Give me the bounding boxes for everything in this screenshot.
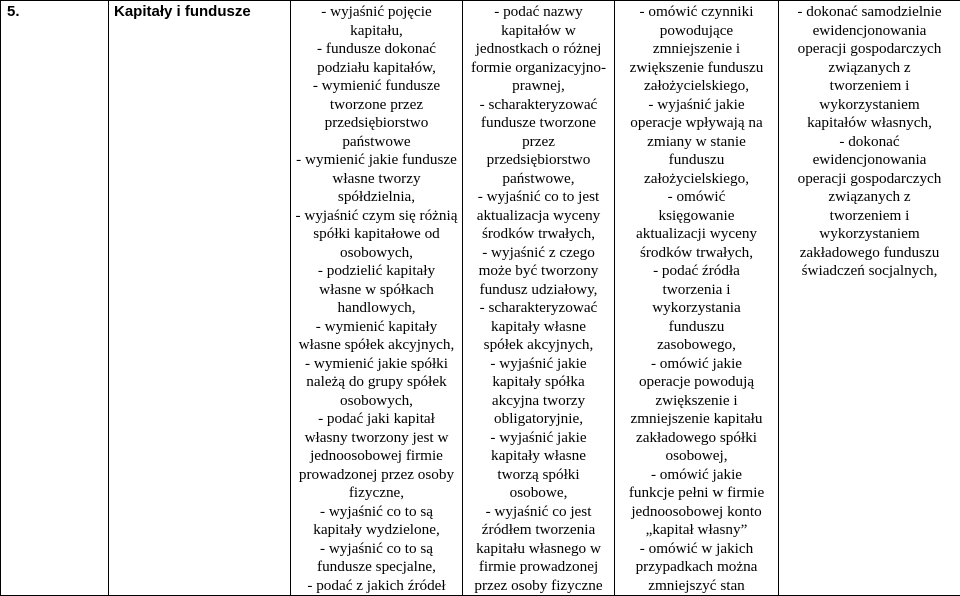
cell-text-line: przedsiębiorstwo — [294, 114, 459, 133]
cell-text-line: - wyjaśnić jakie — [618, 96, 775, 115]
topic-title: Kapitały i fundusze — [114, 3, 251, 20]
column-cell-1 — [291, 1, 463, 596]
cell-text-line: funkcje pełni w firmie — [618, 484, 775, 503]
cell-text-line: operacje wpływają na — [618, 114, 775, 133]
cell-text-line: - wyjaśnić co to jest — [466, 188, 611, 207]
cell-text-line: osobowej, — [618, 447, 775, 466]
cell-text-line: - podzielić kapitały — [294, 262, 459, 281]
cell-text-line: kapitały własne — [466, 447, 611, 466]
cell-text-line: jednostkach o różnej — [466, 40, 611, 59]
cell-text-line: - scharakteryzować — [466, 299, 611, 318]
topic-title-cell — [109, 1, 291, 596]
cell-text-line: osobowe, — [466, 484, 611, 503]
row-number-cell — [1, 1, 109, 596]
cell-text-line: - wyjaśnić czym się różnią — [294, 207, 459, 226]
cell-text-line: osobowych, — [294, 392, 459, 411]
cell-text-line: - wyjaśnić jakie — [466, 355, 611, 374]
cell-text-line: tworzeniem i — [782, 207, 957, 226]
cell-text-line: - scharakteryzować — [466, 96, 611, 115]
cell-text-line: zmniejszyć stan — [618, 577, 775, 596]
cell-text-line: środków trwałych, — [618, 244, 775, 263]
cell-text-line: wykorzystaniem — [782, 225, 957, 244]
cell-text-line: przez osoby fizyczne — [466, 577, 611, 596]
cell-text-line: fundusze specjalne, — [294, 558, 459, 577]
column-cell-3 — [615, 1, 779, 596]
cell-text-line: tworzenia i — [618, 281, 775, 300]
cell-text-line: zasobowego, — [618, 336, 775, 355]
cell-text-line: - omówić jakie — [618, 355, 775, 374]
cell-text-line: zwiększenie funduszu — [618, 59, 775, 78]
cell-text-line: - dokonać — [782, 133, 957, 152]
cell-text-line: akcyjna tworzy — [466, 392, 611, 411]
cell-text-line: - wymienić jakie spółki — [294, 355, 459, 374]
cell-text-line: osobowych, — [294, 244, 459, 263]
cell-text-line: - wyjaśnić z czego — [466, 244, 611, 263]
cell-text-line: firmie prowadzonej — [466, 558, 611, 577]
cell-text-line: - podać nazwy — [466, 3, 611, 22]
cell-text-line: „kapitał własny” — [618, 521, 775, 540]
row-number: 5. — [7, 3, 20, 20]
cell-text-line: przypadkach można — [618, 558, 775, 577]
cell-text-line: - wyjaśnić jakie — [466, 429, 611, 448]
cell-text-line: zakładowego funduszu — [782, 244, 957, 263]
cell-text-line: powodujące — [618, 22, 775, 41]
cell-text-line: obligatoryjnie, — [466, 410, 611, 429]
cell-text-line: - fundusze dokonać — [294, 40, 459, 59]
cell-text-line: - wymienić fundusze — [294, 77, 459, 96]
cell-text-line: operacji gospodarczych — [782, 170, 957, 189]
cell-text-line: - wyjaśnić co to są — [294, 540, 459, 559]
cell-text-line: aktualizacji wyceny — [618, 225, 775, 244]
cell-text-line: księgowanie — [618, 207, 775, 226]
cell-text-line: spółek akcyjnych, — [466, 336, 611, 355]
cell-text-line: operacje powodują — [618, 373, 775, 392]
cell-text-line: - podać jaki kapitał — [294, 410, 459, 429]
cell-text-line: operacji gospodarczych — [782, 40, 957, 59]
column-cell-2 — [463, 1, 615, 596]
cell-text-line: - omówić w jakich — [618, 540, 775, 559]
cell-text-line: ewidencjonowania — [782, 151, 957, 170]
cell-text-line: zwiększenie i — [618, 392, 775, 411]
cell-text-line: może być tworzony — [466, 262, 611, 281]
cell-text-line: funduszu — [618, 151, 775, 170]
cell-text-line: - wyjaśnić co to są — [294, 503, 459, 522]
cell-text-line: - wyjaśnić pojęcie — [294, 3, 459, 22]
cell-text-line: tworzone przez — [294, 96, 459, 115]
cell-text-line: należą do grupy spółek — [294, 373, 459, 392]
cell-text-line: - wyjaśnić co jest — [466, 503, 611, 522]
cell-text-line: własny tworzony jest w — [294, 429, 459, 448]
cell-text-line: środków trwałych, — [466, 225, 611, 244]
cell-text-line: ewidencjonowania — [782, 22, 957, 41]
cell-text-line: kapitały wydzielone, — [294, 521, 459, 540]
cell-text-line: - omówić jakie — [618, 466, 775, 485]
cell-text-line: fundusze tworzone — [466, 114, 611, 133]
cell-text-line: własne w spółkach — [294, 281, 459, 300]
cell-text-line: wykorzystaniem — [782, 96, 957, 115]
cell-text-line: założycielskiego, — [618, 170, 775, 189]
cell-text-line: aktualizacja wyceny — [466, 207, 611, 226]
cell-text-line: kapitału, — [294, 22, 459, 41]
cell-text-line: zmiany w stanie — [618, 133, 775, 152]
cell-text-line: kapitałów własnych, — [782, 114, 957, 133]
cell-text-line: związanych z — [782, 59, 957, 78]
cell-text-line: państwowe — [294, 133, 459, 152]
cell-text-line: spółdzielnia, — [294, 188, 459, 207]
cell-text-line: związanych z — [782, 188, 957, 207]
cell-text-line: fundusz udziałowy, — [466, 281, 611, 300]
cell-text-line: - omówić czynniki — [618, 3, 775, 22]
cell-text-line: własne tworzy — [294, 170, 459, 189]
cell-text-line: tworzą spółki — [466, 466, 611, 485]
cell-text-line: prowadzonej przez osoby — [294, 466, 459, 485]
cell-text-line: jednoosobowej firmie — [294, 447, 459, 466]
cell-text-line: formie organizacyjno- — [466, 59, 611, 78]
cell-text-line: wykorzystania — [618, 299, 775, 318]
cell-text-line: kapitały spółka — [466, 373, 611, 392]
cell-text-line: - podać źródła — [618, 262, 775, 281]
column-cell-4 — [779, 1, 960, 596]
cell-text-line: fizyczne, — [294, 484, 459, 503]
table-row — [1, 1, 960, 596]
cell-text-line: kapitału własnego w — [466, 540, 611, 559]
cell-text-line: prawnej, — [466, 77, 611, 96]
cell-text-line: - dokonać samodzielnie — [782, 3, 957, 22]
cell-text-line: podziału kapitałów, — [294, 59, 459, 78]
cell-text-line: tworzeniem i — [782, 77, 957, 96]
cell-text-line: zmniejszenie i — [618, 40, 775, 59]
cell-text-line: kapitałów w — [466, 22, 611, 41]
cell-text-line: zakładowego spółki — [618, 429, 775, 448]
cell-text-line: źródłem tworzenia — [466, 521, 611, 540]
cell-text-line: świadczeń socjalnych, — [782, 262, 957, 281]
cell-text-line: kapitały własne — [466, 318, 611, 337]
cell-text-line: spółki kapitałowe od — [294, 225, 459, 244]
cell-text-line: - wymienić kapitały — [294, 318, 459, 337]
cell-text-line: jednoosobowej konto — [618, 503, 775, 522]
cell-text-line: przedsiębiorstwo — [466, 151, 611, 170]
cell-text-line: przez — [466, 133, 611, 152]
cell-text-line: zmniejszenie kapitału — [618, 410, 775, 429]
cell-text-line: handlowych, — [294, 299, 459, 318]
cell-text-line: założycielskiego, — [618, 77, 775, 96]
cell-text-line: państwowe, — [466, 170, 611, 189]
cell-text-line: - omówić — [618, 188, 775, 207]
cell-text-line: - podać z jakich źródeł — [294, 577, 459, 596]
cell-text-line: funduszu — [618, 318, 775, 337]
cell-text-line: - wymienić jakie fundusze — [294, 151, 459, 170]
cell-text-line: własne spółek akcyjnych, — [294, 336, 459, 355]
